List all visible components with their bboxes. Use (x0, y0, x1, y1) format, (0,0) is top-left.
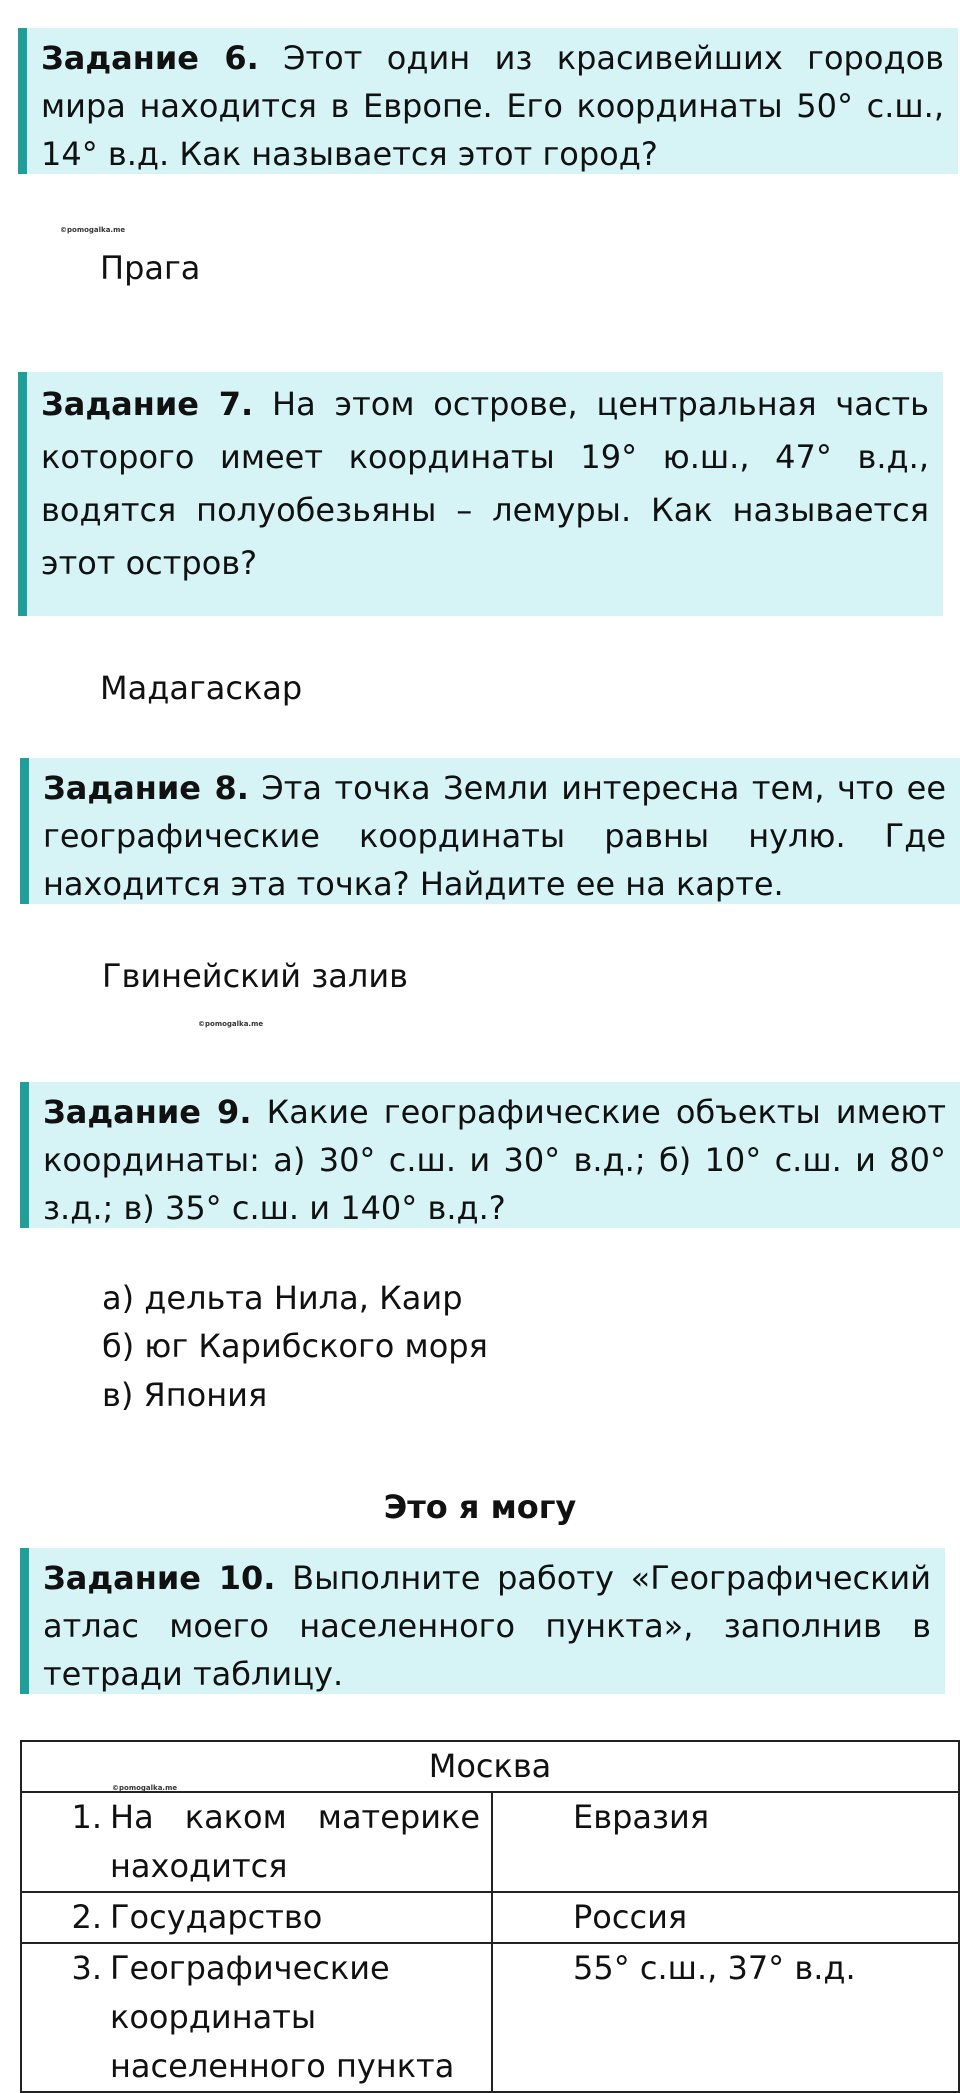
atlas-table (20, 1740, 960, 2093)
answer-9-a: а) дельта Нила, Каир (102, 1279, 463, 1317)
city-cell (21, 1741, 959, 1792)
row-question: Государство (110, 1898, 323, 1936)
table-row (21, 1943, 959, 2092)
question-cell (21, 1792, 492, 1892)
answer-9-b: б) юг Карибского моря (102, 1327, 488, 1365)
row-number: 2. (71, 1898, 102, 1936)
answer-cell: Россия (492, 1892, 959, 1943)
task-6-label: Задание 6. (41, 39, 259, 77)
task-10-text: Выполните работу «Географический атлас моего населенного пункта», заполнив в тетради таблицу. (43, 1559, 932, 1693)
task-6 (18, 28, 958, 174)
question-cell (21, 1892, 492, 1943)
task-8-text: Эта точка Земли интересна тем, что ее географические координаты равны нулю. Где находится эта точка? Найдите ее на карте. (43, 769, 947, 903)
answer-cell: Евразия (492, 1792, 959, 1892)
row-question: Географические координаты населенного пункта (110, 1949, 455, 2085)
row-number: 3. (71, 1949, 102, 1987)
question-cell (21, 1943, 492, 2092)
task-10 (20, 1548, 945, 1694)
task-7-text: На этом острове, центральная часть которого имеет координаты 19° ю.ш., 47° в.д., водятся полуобезьяны – лемуры. Как называется этот остров? (41, 385, 930, 582)
task-9 (20, 1082, 960, 1228)
answer-6: Прага (100, 249, 201, 287)
task-9-label: Задание 9. (43, 1093, 252, 1131)
task-8-label: Задание 8. (43, 769, 249, 807)
answer-7: Мадагаскар (100, 669, 303, 707)
answer-8: Гвинейский залив (102, 957, 408, 995)
watermark: ©pomogalka.me (60, 226, 126, 234)
task-10-label: Задание 10. (43, 1559, 276, 1597)
task-8 (20, 758, 960, 904)
city-name: Москва (428, 1747, 552, 1785)
watermark: ©pomogalka.me (112, 1784, 178, 1792)
task-9-text: Какие географические объекты имеют координаты: а) 30° с.ш. и 30° в.д.; б) 10° с.ш. и 80° з.д.; в) 35° с.ш. и 140° в.д.? (43, 1093, 947, 1227)
answer-9-c: в) Япония (102, 1376, 268, 1414)
table-row (21, 1892, 959, 1943)
task-7 (18, 372, 943, 616)
task-6-text: Этот один из красивейших городов мира находится в Европе. Его координаты 50° с.ш., 14° в.д. Как называется этот город? (41, 39, 945, 173)
task-7-label: Задание 7. (41, 385, 254, 423)
answer-cell: 55° с.ш., 37° в.д. (492, 1943, 959, 2092)
row-question: На каком материке находится (110, 1798, 480, 1885)
watermark: ©pomogalka.me (198, 1020, 264, 1028)
table-header-row (21, 1741, 959, 1792)
row-number: 1. (71, 1798, 102, 1836)
section-heading: Это я могу (383, 1488, 577, 1526)
